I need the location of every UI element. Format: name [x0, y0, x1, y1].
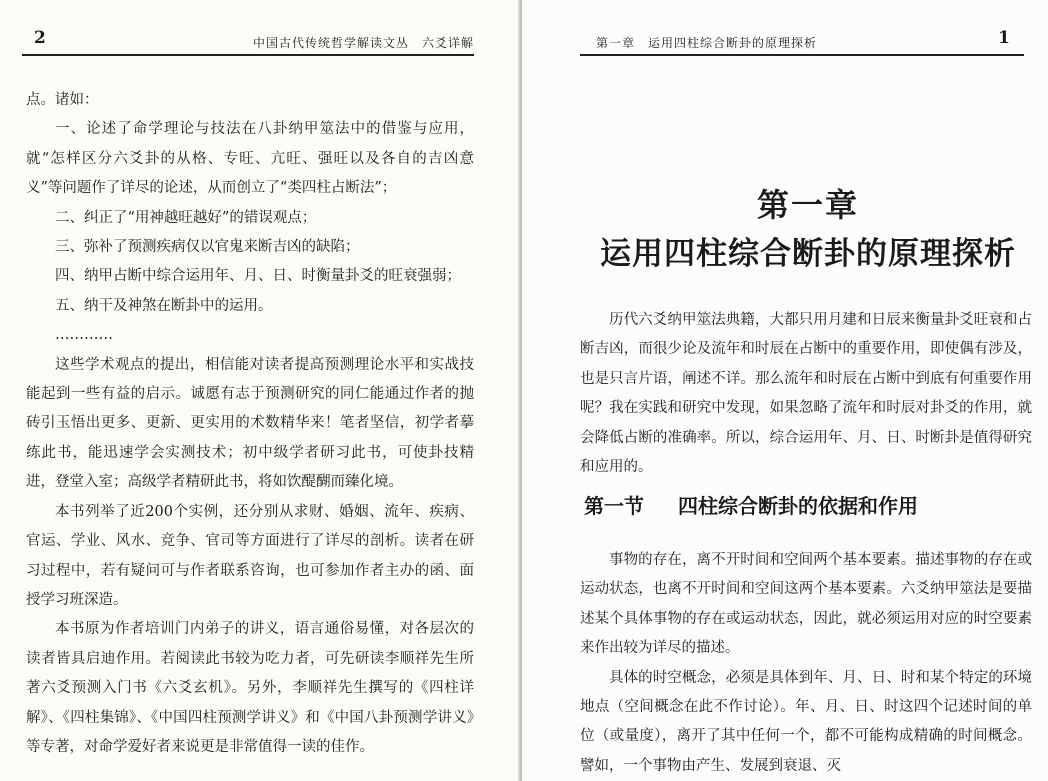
chapter-number: 第一章: [756, 186, 859, 224]
section-heading: [584, 490, 1032, 519]
paragraph: 历代六爻纳甲筮法典籍，大都只用月建和日辰来衡量卦爻旺衰和占断吉凶，而很少论及流年和时辰在占断中的重要作用，即使偶有涉及，也是只言片语，阐述不详。那么流年和时辰在占断中到底有何重要作用呢？我在实践和研究中发现，如果忽略了流年和时辰对卦爻的作用，就会降低占断的准确率。所以，综合运用年、月、日、时断卦是值得研究和应用的。: [580, 312, 1032, 476]
paragraph: 事物的存在，离不开时间和空间两个基本要素。描述事物的存在或运动状态，也离不开时间和空间这两个基本要素。六爻纳甲筮法是要描述某个具体事物的存在或运动状态，因此，就必须运用对应的时空要素来作出较为详尽的描述。: [580, 552, 1032, 657]
left-running-head: [22, 30, 474, 56]
section-title: 四柱综合断卦的依据和作用: [678, 494, 918, 518]
chapter-running-label: 第一章 运用四柱综合断卦的原理探析: [596, 36, 818, 50]
paragraph: 五、纳干及神煞在断卦中的运用。: [55, 297, 273, 314]
left-page-number: 2: [34, 28, 46, 48]
left-page: [0, 0, 520, 781]
chapter-title: 运用四柱综合断卦的原理探析: [600, 236, 1016, 272]
right-running-head: [580, 30, 1024, 56]
ellipsis-line: …………: [55, 327, 113, 344]
paragraph: 本书列举了近200个实例，还分别从求财、婚姻、流年、疾病、官运、学业、风水、竞争、官司等方面进行了详尽的剖析。读者在研习过程中，若有疑问可与作者联系咨询，也可参加作者主办的函、面授学习班深造。: [26, 503, 474, 608]
paragraph: 这些学术观点的提出，相信能对读者提高预测理论水平和实战技能起到一些有益的启示。诚愿有志于预测研究的同仁能通过作者的抛砖引玉悟出更多、更新、更实用的术数精华来！笔者坚信，初学者摹练此书，能迅速学会实测技术；初中级学者研习此书，可使卦技精进，登堂入室；高级学者精研此书，将如饮醍醐而臻化境。: [26, 356, 474, 491]
paragraph: 三、弥补了预测疾病仅以官鬼来断吉凶的缺陷；: [55, 239, 360, 256]
paragraph: 具体的时空概念，必须是具体到年、月、日、时和某个特定的环境地点（空间概念在此不作讨论）。年、月、日、时这四个记述时间的单位（或量度），离开了其中任何一个，都不可能构成精确的时间概念。譬如，一个事物由产生、发展到衰退、灭: [580, 669, 1032, 774]
section-body: [580, 546, 1032, 781]
series-title: 中国古代传统哲学解读文丛 六爻详解: [252, 36, 474, 50]
paragraph: 四、纳甲占断中综合运用年、月、日、时衡量卦爻的旺衰强弱；: [55, 268, 461, 285]
right-page-number: 1: [998, 28, 1010, 48]
paragraph: 二、纠正了“用神越旺越好”的错误观点；: [55, 209, 317, 226]
paragraph: 本书原为作者培训门内弟子的讲义，语言通俗易懂，对各层次的读者皆具启迪作用。若阅读此书较为吃力者，可先研读李顺祥先生所著六爻预测入门书《六爻玄机》。另外，李顺祥先生撰写的《四柱详解》、《四柱集锦》、《中国四柱预测学讲义》和《中国八卦预测学讲义》等专著，对命学爱好者来说更是非常值得一读的佳作。: [26, 621, 474, 755]
chapter-intro: [580, 306, 1032, 482]
section-number: 第一节: [584, 494, 644, 518]
right-page: [522, 0, 1048, 781]
paragraph: 一、论述了命学理论与技法在八卦纳甲筮法中的借鉴与应用，就“怎样区分六爻卦的从格、专旺、亢旺、强旺以及各自的吉凶意义”等问题作了详尽的论述，从而创立了“类四柱占断法”；: [26, 121, 474, 197]
left-body-text: [26, 86, 474, 762]
paragraph: 点。诸如：: [26, 92, 99, 108]
